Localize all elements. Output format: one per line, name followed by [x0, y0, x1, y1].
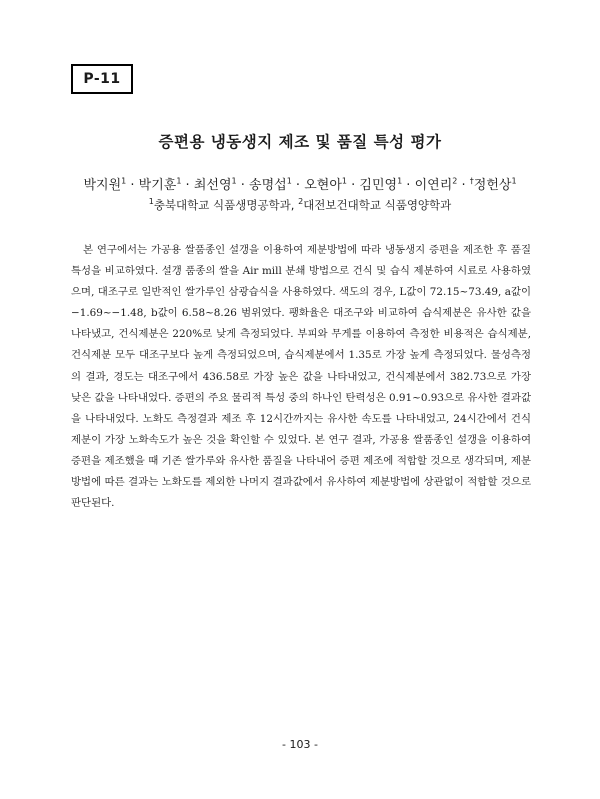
- author-affiliation-mark: 1: [286, 176, 292, 186]
- abstract-text: 본 연구에서는 가공용 쌀품종인 설갱을 이용하여 제분방법에 따라 냉동생지 증편을 제조한 후 품질 특성을 비교하였다. 설갱 품종의 쌀을 Air mill 분쇄 방법으로 건식 및 습식 제분하여 시료로 사용하였으며, 대조구로 일반적인 쌀가루인 삼광습식을 사용하였다. 색도의 경우, L값이 72.15~73.49, a값이 −1.69~−1.48, b값이 6.58~8.26 범위였다. 팽화율은 대조구와 비교하여 습식제분은 유사한 값을 나타냈고, 건식제분은 220%로 낮게 측정되었다. 부피와 무게를 이용하여 측정한 비용적은 습식제분, 건식제분 모두 대조구보다 높게 측정되었으며, 습식제분에서 1.35로 가장 높게 측정되었다. 물성측정의 결과, 경도는 대조구에서 436.58로 가장 높은 값을 나타내었고, 건식제분에서 382.73으로 가장 낮은 값을 나타내었다. 증편의 주요 물리적 특성 중의 하나인 탄력성은 0.91~0.93으로 유사한 결과값을 나타내었다. 노화도 측정결과 제조 후 12시간까지는 유사한 속도를 나타내었고, 24시간에서 건식제분이 가장 노화속도가 높은 것을 확인할 수 있었다. 본 연구 결과, 가공용 쌀품종인 설갱을 이용하여 증편을 제조했을 때 기존 쌀가루와 유사한 품질을 나타내어 증편 제조에 적합할 것으로 생각되며, 제분 방법에 따른 결과는 노화도를 제외한 나머지 결과값에서 유사하여 제분방법에 상관없이 적합할 것으로 판단된다.: [71, 244, 531, 510]
- author-list: [0, 174, 600, 193]
- author-name: 박기훈: [138, 178, 177, 193]
- author-affiliation-mark: 1: [176, 176, 182, 186]
- author-separator: ·: [126, 178, 139, 193]
- author-separator: ·: [181, 178, 194, 193]
- author-affiliation-mark: 1: [121, 176, 127, 186]
- author-separator: ·: [346, 178, 360, 193]
- author-name: 정헌상: [473, 178, 512, 193]
- author-name: 이연리: [414, 178, 453, 193]
- author-affiliation-mark: 1: [341, 176, 347, 186]
- author-name: 오현아: [304, 178, 342, 193]
- paper-title: 증편용 냉동생지 제조 및 품질 특성 평가: [158, 133, 442, 151]
- author-separator: ·: [236, 178, 250, 193]
- page-number: - 103 -: [282, 738, 318, 751]
- author-name: 박지원: [83, 178, 122, 193]
- author-name: 김민영: [359, 178, 398, 193]
- author-affiliation-mark: 1: [397, 176, 403, 186]
- affiliation-mark: 1: [148, 197, 154, 207]
- author-separator: ·: [291, 178, 305, 193]
- author-name: 최선영: [193, 178, 232, 193]
- author-separator: ·: [457, 178, 470, 193]
- affiliation-list: [0, 197, 600, 213]
- affiliation-mark: 2: [298, 197, 304, 207]
- author-name: 송명섭: [249, 178, 287, 193]
- affiliation-name: 충북대학교 식품생명공학과,: [153, 198, 299, 212]
- author-affiliation-mark: 1: [231, 176, 237, 186]
- author-affiliation-mark: 2: [452, 176, 458, 186]
- author-affiliation-mark: 1: [511, 176, 517, 186]
- affiliation-name: 대전보건대학교 식품영양학과: [303, 198, 452, 212]
- corresponding-author-mark: †: [469, 176, 474, 186]
- author-separator: ·: [402, 178, 415, 193]
- poster-number-badge: P-11: [71, 64, 133, 94]
